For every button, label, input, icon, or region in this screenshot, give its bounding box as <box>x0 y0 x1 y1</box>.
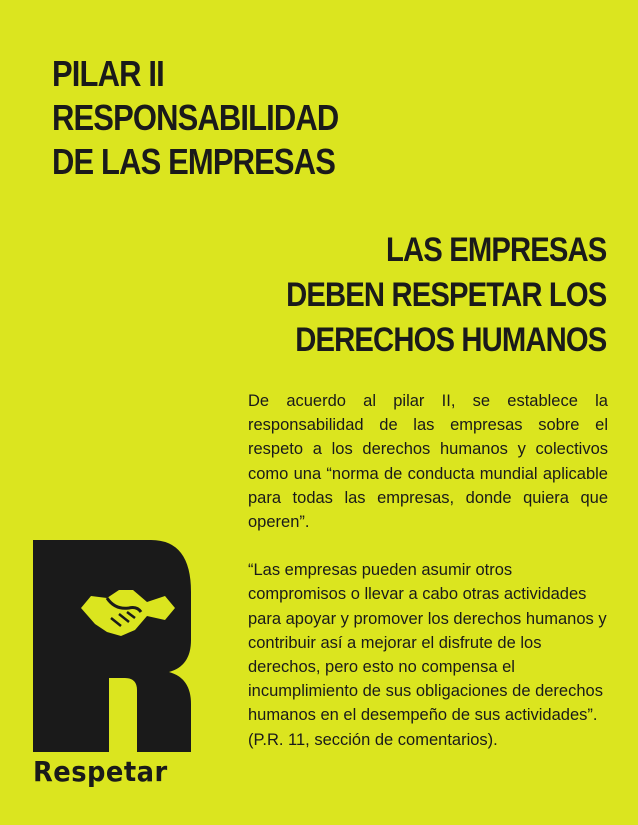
logo-label: Respetar <box>33 755 168 788</box>
title-line-3: DE LAS EMPRESAS <box>52 141 335 182</box>
heading-line-3: DERECHOS HUMANOS <box>294 321 606 359</box>
paragraph-1: De acuerdo al pilar II, se establece la responsabilidad de las empresas sobre el respeto a los derechos humanos y colectivos como una “norma de conducta mundial aplicable para todas las empresas, donde quiera que operen”. <box>248 392 608 532</box>
paragraph-2-quote: “Las empresas pueden asumir otros compromisos o llevar a cabo otras actividades para apoyar y promover los derechos humanos y contribuir así a mejorar el disfrute de los derechos, pero esto no compensa el incumplimiento de sus obligaciones de derechos humanos en el desempeño de sus actividades”. (P.R. 11, sección de comentarios). <box>248 561 607 749</box>
heading-line-1: LAS EMPRESAS <box>385 231 606 269</box>
title-line-2: RESPONSABILIDAD <box>52 97 339 138</box>
title-line-1: PILAR II <box>52 53 164 94</box>
page-title <box>52 52 338 184</box>
body-text <box>248 389 608 776</box>
section-heading <box>286 228 606 363</box>
r-letter-icon <box>33 540 193 755</box>
heading-line-2: DEBEN RESPETAR LOS <box>285 276 606 314</box>
